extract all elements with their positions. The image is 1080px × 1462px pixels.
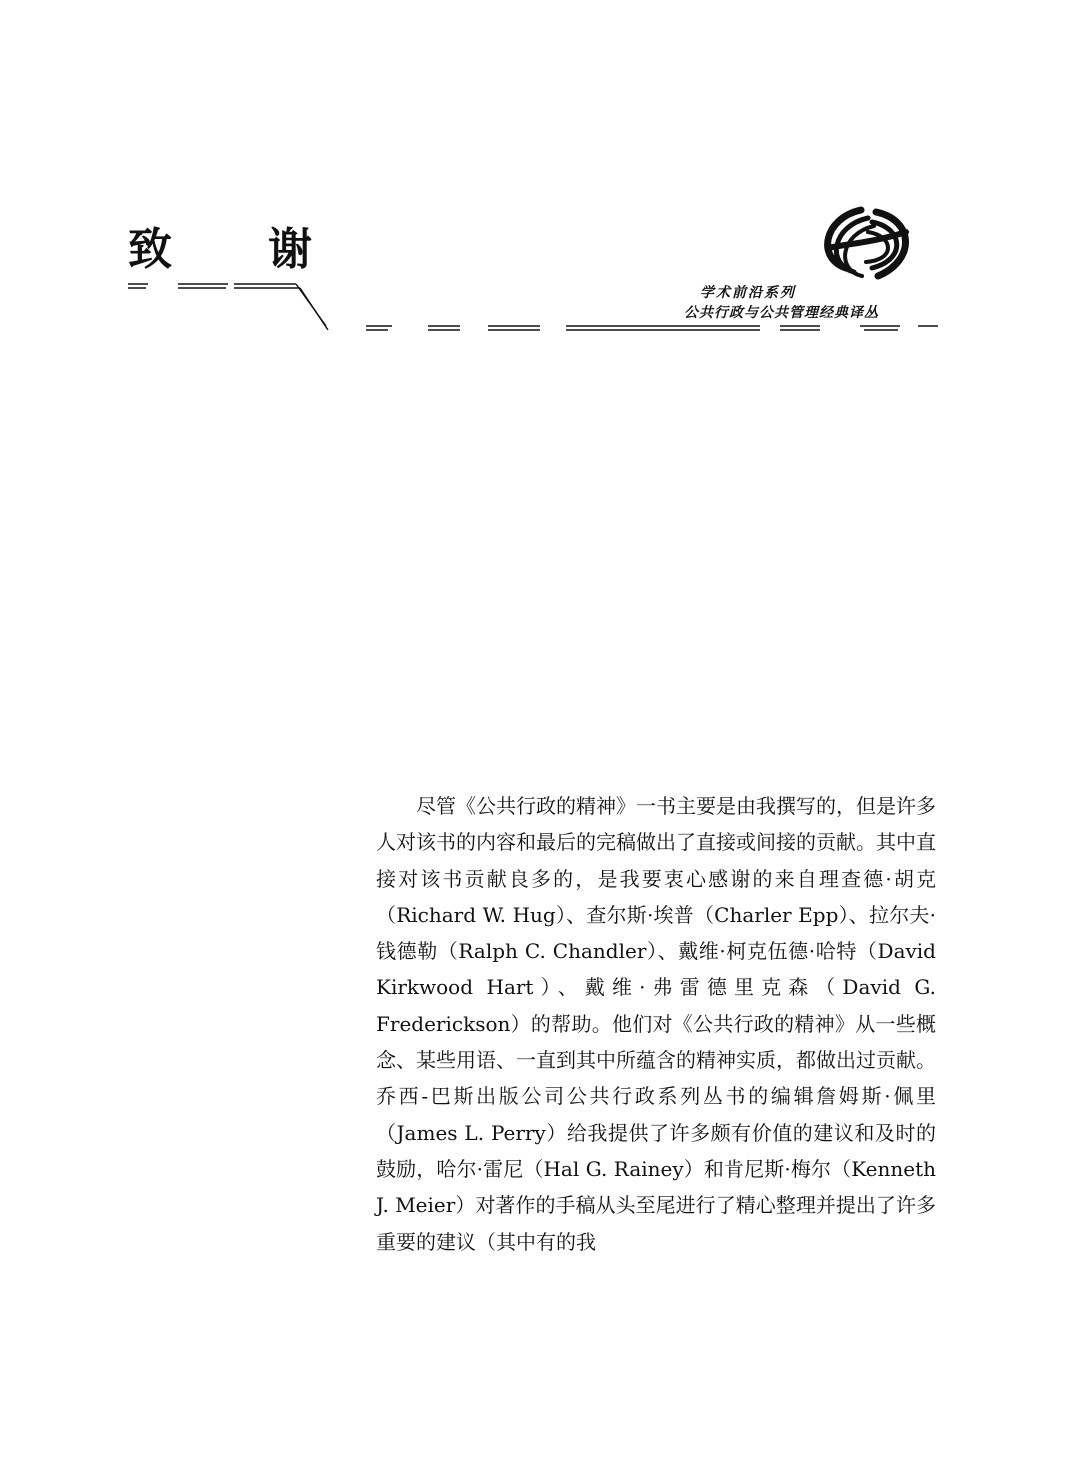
series-name-line2: 公共行政与公共管理经典译丛 xyxy=(684,305,879,321)
series-logo-icon xyxy=(806,198,926,288)
page-title-char-2: 谢 xyxy=(268,224,312,275)
page-title-char-1: 致 xyxy=(128,224,172,275)
series-name-line1: 学术前沿系列 xyxy=(700,285,796,301)
acknowledgment-paragraph: 尽管《公共行政的精神》一书主要是由我撰写的，但是许多人对该书的内容和最后的完稿做出了直接或间接的贡献。其中直接对该书贡献良多的，是我要衷心感谢的来自理查德·胡克（Richard W. Hug）、查尔斯·埃普（Charler Epp）、拉尔夫·钱德勒（Ralph C. Chandler）、戴维·柯克伍德·哈特（David Kirkwood Hart）、戴维·弗雷德里克森（David G. Frederickson）的帮助。他们对《公共行政的精神》从一些概念、某些用语、一直到其中所蕴含的精神实质，都做出过贡献。乔西-巴斯出版公司公共行政系列丛书的编辑詹姆斯·佩里（James L. Perry）给我提供了许多颇有价值的建议和及时的鼓励，哈尔·雷尼（Hal G. Rainey）和肯尼斯·梅尔（Kenneth J. Meier）对著作的手稿从头至尾进行了精心整理并提出了许多重要的建议（其中有的我 xyxy=(376,794,936,1254)
